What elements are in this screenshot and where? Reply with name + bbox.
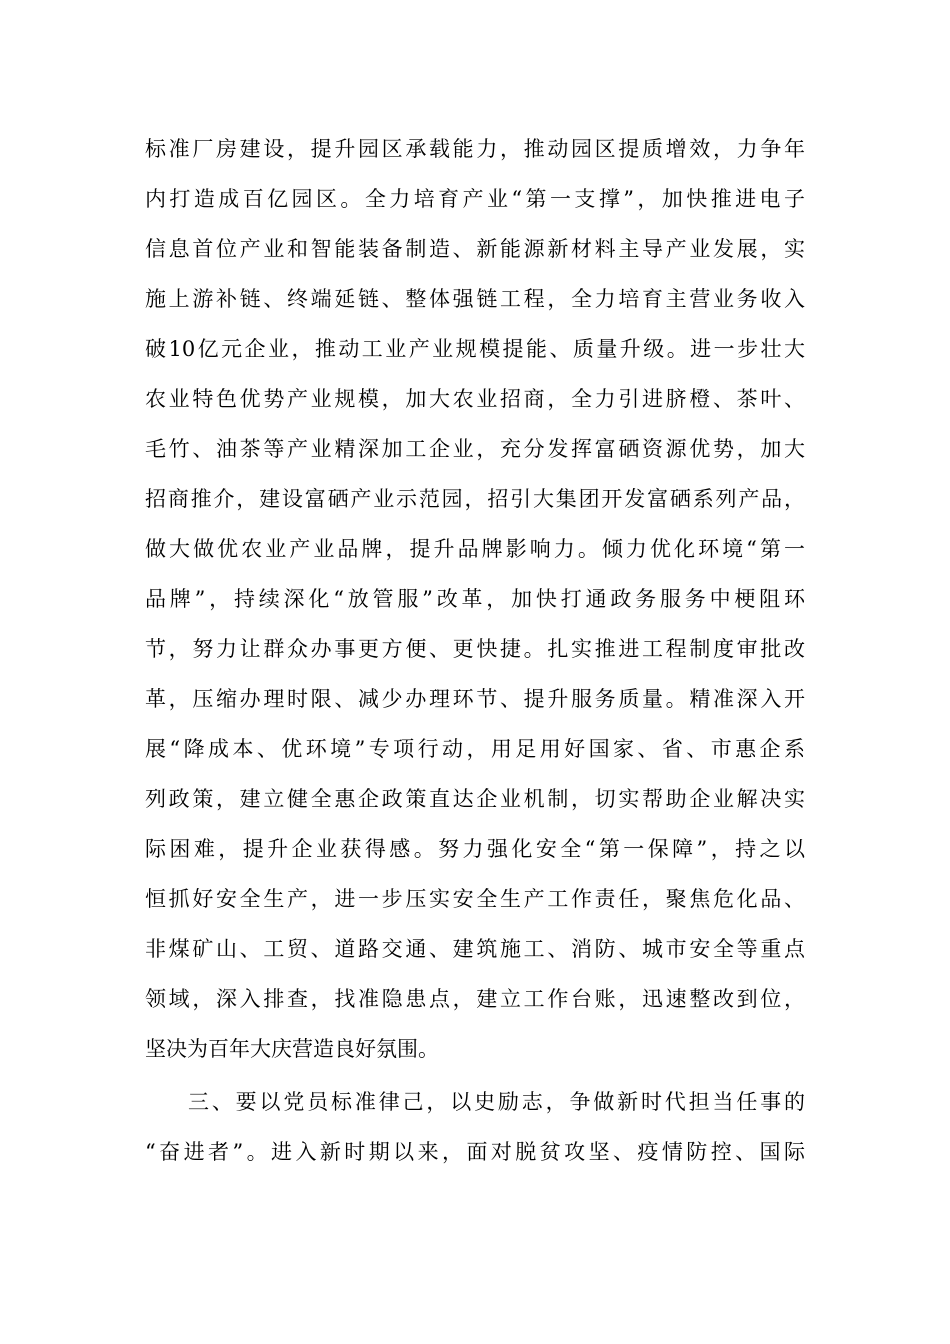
- text-line: 革，压缩办理时限、减少办理环节、提升服务质量。精准深入开: [145, 687, 805, 711]
- text-line: 际困难，提升企业获得感。努力强化安全“第一保障”，持之以: [145, 837, 805, 861]
- text-line: 做大做优农业产业品牌，提升品牌影响力。倾力优化环境“第一: [145, 537, 805, 561]
- text-line: 招商推介，建设富硒产业示范园，招引大集团开发富硒系列产品，: [145, 487, 805, 511]
- text-line: 信息首位产业和智能装备制造、新能源新材料主导产业发展，实: [145, 237, 805, 261]
- text-line: 品牌”，持续深化“放管服”改革，加快打通政务服务中梗阻环: [145, 587, 805, 611]
- text-line: 标准厂房建设，提升园区承载能力，推动园区提质增效，力争年: [145, 137, 805, 161]
- text-line: 施上游补链、终端延链、整体强链工程，全力培育主营业务收入: [145, 287, 805, 311]
- text-line: 列政策，建立健全惠企政策直达企业机制，切实帮助企业解决实: [145, 787, 805, 811]
- text-line: “奋进者”。进入新时期以来，面对脱贫攻坚、疫情防控、国际: [145, 1140, 805, 1164]
- text-line: 节，努力让群众办事更方便、更快捷。扎实推进工程制度审批改: [145, 637, 805, 661]
- paragraph-last-line: 坚决为百年大庆营造良好氛围。: [145, 1037, 439, 1061]
- text-line: 展“降成本、优环境”专项行动，用足用好国家、省、市惠企系: [145, 737, 805, 761]
- text-line: 内打造成百亿园区。全力培育产业“第一支撑”，加快推进电子: [145, 187, 805, 211]
- text-line: 恒抓好安全生产，进一步压实安全生产工作责任，聚焦危化品、: [145, 887, 805, 911]
- text-line: 农业特色优势产业规模，加大农业招商，全力引进脐橙、茶叶、: [145, 387, 805, 411]
- paragraph-first-line: 三、要以党员标准律己，以史励志，争做新时代担当任事的: [188, 1090, 805, 1114]
- text-line: 毛竹、油茶等产业精深加工企业，充分发挥富硒资源优势，加大: [145, 437, 805, 461]
- text-line: 破10亿元企业，推动工业产业规模提能、质量升级。进一步壮大: [145, 337, 805, 361]
- text-line: 非煤矿山、工贸、道路交通、建筑施工、消防、城市安全等重点: [145, 937, 805, 961]
- text-line: 领域，深入排查，找准隐患点，建立工作台账，迅速整改到位，: [145, 987, 805, 1011]
